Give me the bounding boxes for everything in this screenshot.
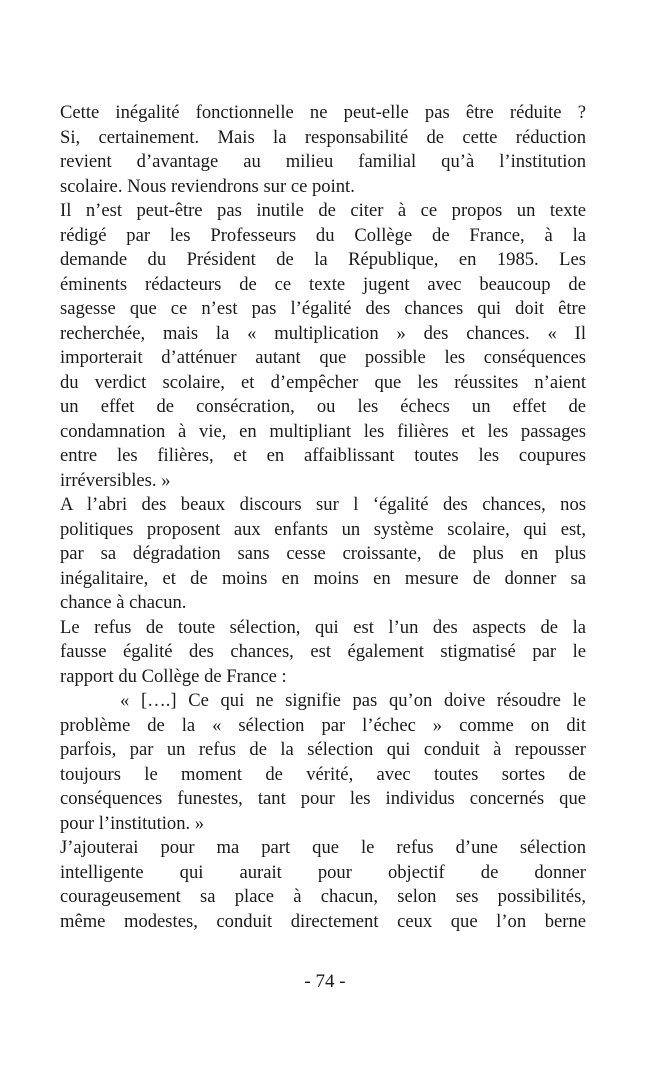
text-line: A l’abri des beaux discours sur l ‘égalité des chances, nos	[60, 494, 586, 515]
text-line: parfois, par un refus de la sélection qui conduit à repousser	[60, 739, 586, 760]
text-line: entre les filières, et en affaiblissant toutes les coupures	[60, 445, 586, 466]
text-line: recherchée, mais la « multiplication » des chances. « Il	[60, 322, 586, 344]
text-line: intelligente qui aurait pour objectif de donner	[60, 861, 586, 883]
text-body	[60, 101, 586, 934]
text-line: J’ajouterai pour ma part que le refus d’une sélection	[60, 837, 586, 858]
text-line: même modestes, conduit directement ceux que l’on berne	[60, 910, 586, 932]
text-line: Cette inégalité fonctionnelle ne peut-elle pas être réduite ?	[60, 102, 586, 123]
text-line: un effet de consécration, ou les échecs un effet de	[60, 396, 586, 417]
text-line: Le refus de toute sélection, qui est l’un des aspects de la	[60, 616, 586, 638]
page-number: - 74 -	[304, 971, 346, 992]
text-line: éminents rédacteurs de ce texte jugent avec beaucoup de	[60, 273, 586, 295]
text-line: rédigé par les Professeurs du Collège de France, à la	[60, 224, 586, 246]
text-line: demande du Président de la République, en 1985. Les	[60, 249, 586, 270]
text-line: inégalitaire, et de moins en moins en mesure de donner sa	[60, 567, 586, 589]
text-line: scolaire. Nous reviendrons sur ce point.	[60, 175, 355, 197]
text-line: conséquences funestes, tant pour les individus concernés que	[60, 788, 586, 809]
text-line: irréversibles. »	[60, 469, 171, 491]
text-line: condamnation à vie, en multipliant les filières et les passages	[60, 420, 586, 442]
text-line: revient d’avantage au milieu familial qu’à l’institution	[60, 151, 586, 172]
text-line: par sa dégradation sans cesse croissante, de plus en plus	[60, 543, 586, 564]
text-line: toujours le moment de vérité, avec toutes sortes de	[60, 763, 586, 785]
text-line: chance à chacun.	[60, 592, 187, 613]
text-line: du verdict scolaire, et d’empêcher que les réussites n’aient	[60, 371, 586, 393]
text-line: « [….] Ce qui ne signifie pas qu’on doive résoudre le	[120, 690, 586, 711]
text-line: politiques proposent aux enfants un système scolaire, qui est,	[60, 518, 586, 540]
text-line: courageusement sa place à chacun, selon ses possibilités,	[60, 886, 586, 907]
text-line: importerait d’atténuer autant que possible les conséquences	[60, 347, 586, 368]
text-line: Il n’est peut-être pas inutile de citer à ce propos un texte	[60, 200, 586, 221]
text-line: problème de la « sélection par l’échec » comme on dit	[60, 714, 586, 736]
text-line: Si, certainement. Mais la responsabilité de cette réduction	[60, 126, 586, 148]
text-line: pour l’institution. »	[60, 812, 205, 834]
text-line: fausse égalité des chances, est également stigmatisé par le	[60, 641, 586, 662]
text-line: sagesse que ce n’est pas l’égalité des chances qui doit être	[60, 298, 586, 319]
text-line: rapport du Collège de France :	[60, 665, 287, 687]
